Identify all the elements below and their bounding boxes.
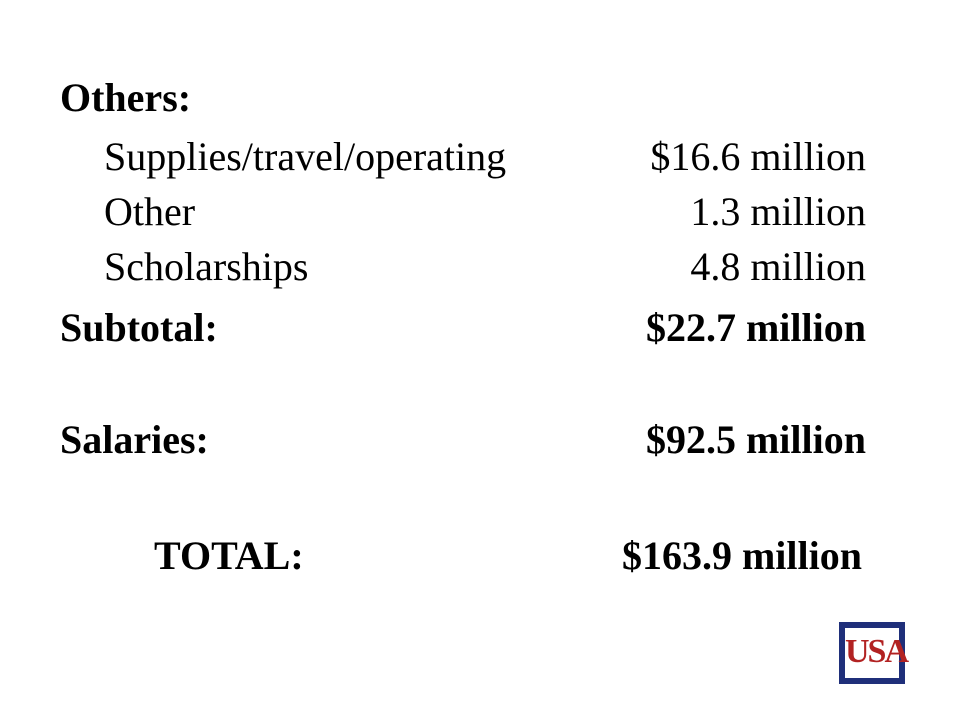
other-amount: 1.3 million <box>690 189 866 234</box>
salaries-amount: $92.5 million <box>645 417 866 462</box>
salaries-label: Salaries: <box>60 417 209 462</box>
others-heading: Others: <box>60 75 192 120</box>
supplies-amount: $16.6 million <box>650 134 866 179</box>
total-label: TOTAL: <box>154 533 304 578</box>
usa-logo <box>839 622 908 684</box>
subtotal-amount: $22.7 million <box>645 305 866 350</box>
supplies-label: Supplies/travel/operating <box>104 134 507 179</box>
scholarships-label: Scholarships <box>104 244 309 289</box>
subtotal-label: Subtotal: <box>60 305 218 350</box>
total-amount: $163.9 million <box>621 533 862 578</box>
usa-logo-text: USA <box>845 633 908 670</box>
scholarships-amount: 4.8 million <box>690 244 866 289</box>
other-label: Other <box>104 189 196 234</box>
usa-logo-panel <box>844 627 908 679</box>
